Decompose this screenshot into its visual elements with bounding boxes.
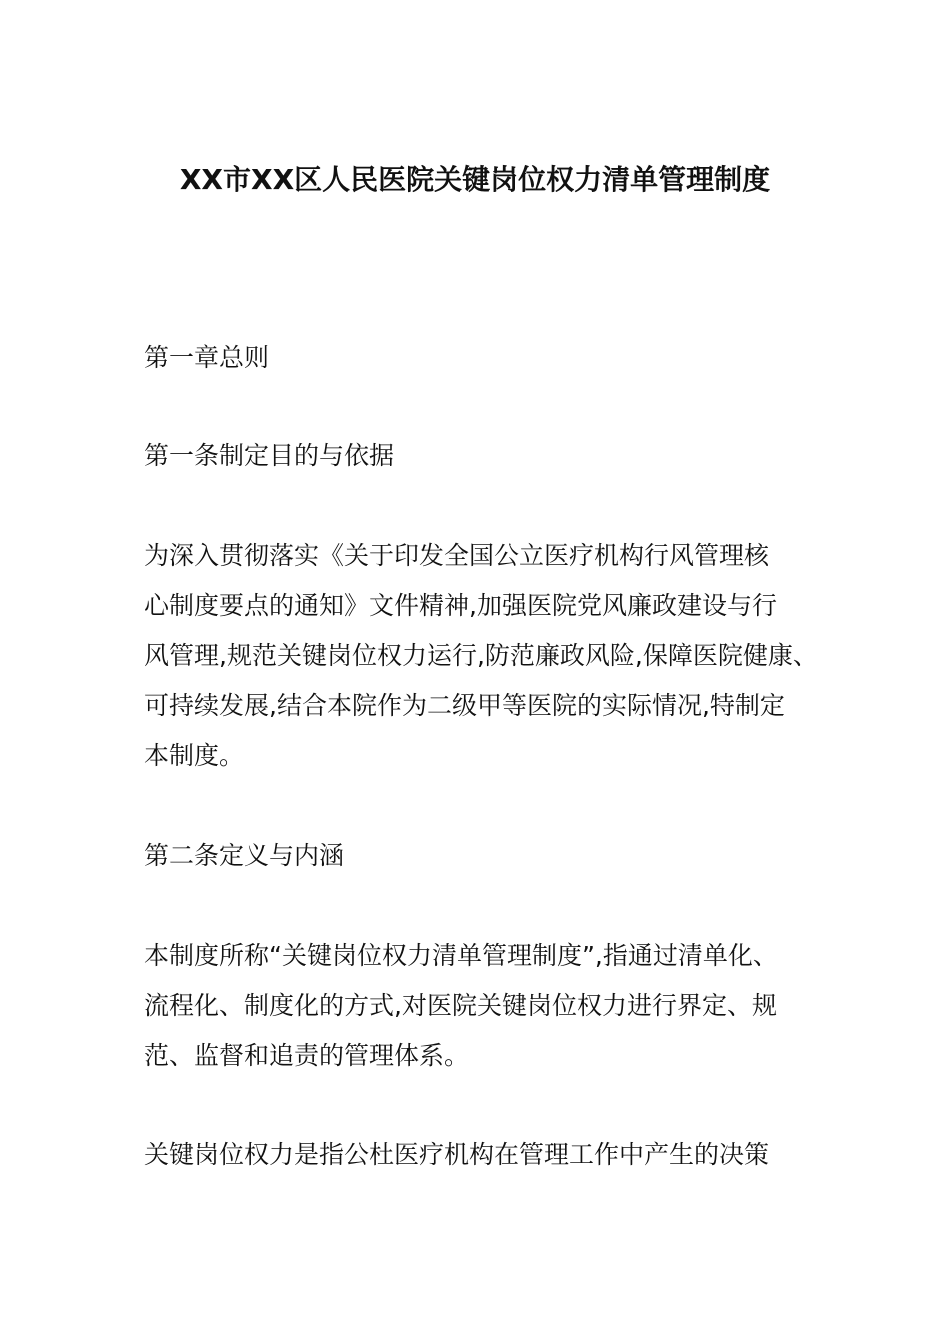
- paragraph-line: 关键岗位权力是指公杜医疗机构在管理工作中产生的决策: [144, 1140, 770, 1169]
- article-1-heading: 第一条制定目的与依据: [144, 441, 395, 470]
- paragraph-purpose: [144, 531, 824, 781]
- chapter-heading: 第一章总则: [144, 343, 270, 372]
- paragraph-line: 可持续发展,结合本院作为二级甲等医院的实际情况,特制定: [144, 691, 785, 720]
- document-title: XX市XX区人民医院关键岗位权力清单管理制度: [179, 163, 771, 196]
- paragraph-line: 风管理,规范关键岗位权力运行,防范廉政风险,保障医院健康、: [144, 641, 818, 670]
- article-2-heading: 第二条定义与内涵: [144, 841, 345, 870]
- paragraph-line: 心制度要点的通知》文件精神,加强医院党风廉政建设与行: [144, 591, 777, 620]
- paragraph-line: 范、监督和追责的管理体系。: [144, 1041, 470, 1070]
- paragraph-line: 本制度所称“关键岗位权力清单管理制度”,指通过清单化、: [144, 941, 778, 970]
- paragraph-line: 为深入贯彻落实《关于印发全国公立医疗机构行风管理核: [144, 541, 770, 570]
- paragraph-definition: [144, 931, 824, 1081]
- paragraph-line: 流程化、制度化的方式,对医院关键岗位权力进行界定、规: [144, 991, 777, 1020]
- paragraph-line: 本制度。: [144, 741, 245, 770]
- paragraph-key-power: [144, 1130, 824, 1180]
